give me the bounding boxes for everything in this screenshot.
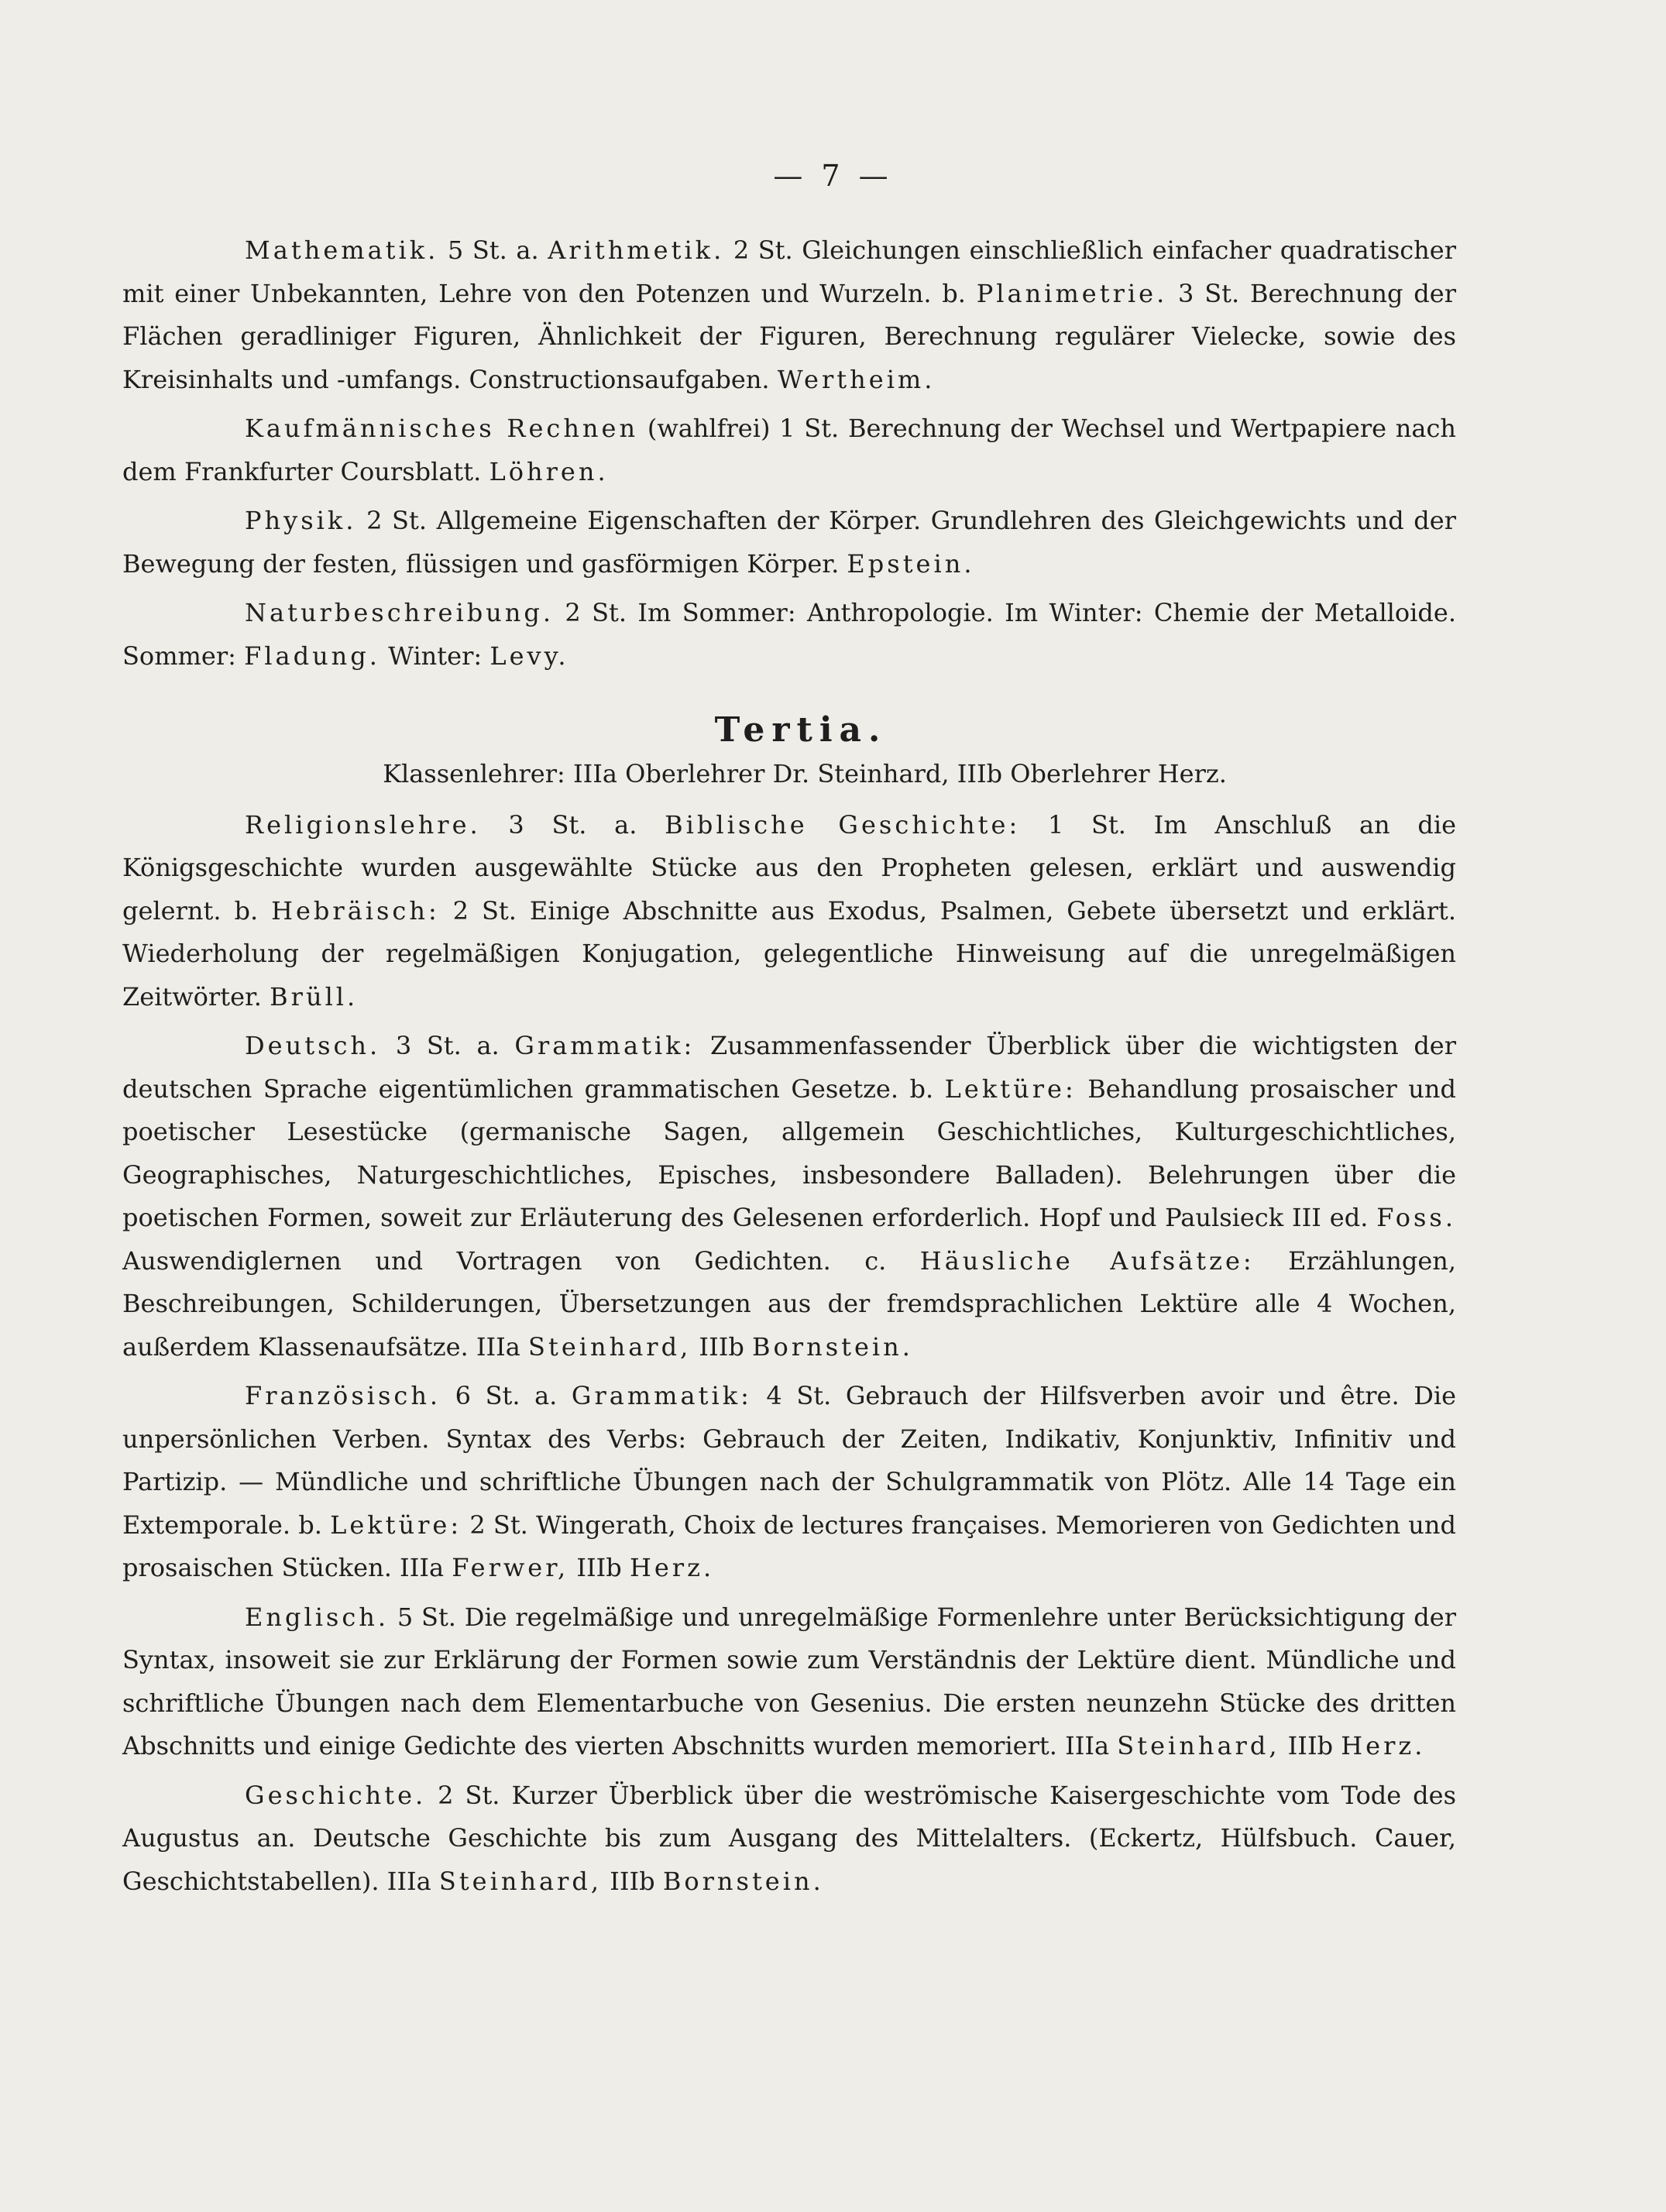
- paragraph-text: 2 St. Im Sommer: Anthropologie. Im Winter: Chemie der Metalloide. Sommer:: [122, 598, 1456, 671]
- paragraph-text: 5 St. a.: [447, 235, 539, 265]
- subsection-heading: Grammatik:: [514, 1031, 696, 1060]
- section-title-tertia: Tertia.: [714, 710, 888, 750]
- subsection-heading: Hebräisch:: [271, 895, 440, 926]
- paragraph-text: 4 St. Gebrauch der Hilfsverben avoir und être. Die unpersönlichen Verben. Syntax des Verbs: Gebrauch der Zeiten, Indikativ, Konjunktiv, Infinitiv und Partizip. — Mündliche und schriftliche Übungen nach der Schulgrammatik von Plötz. Alle 14 Tage ein Extemporale. b.: [122, 1381, 1457, 1540]
- paragraph-physik: [122, 500, 1456, 586]
- subsection-heading: Grammatik:: [571, 1381, 752, 1410]
- paragraph-geschichte: [122, 1774, 1456, 1904]
- subject-heading: Religionslehre.: [245, 809, 481, 840]
- paragraph-mathematik: [122, 229, 1456, 401]
- teacher-name: Herz.: [629, 1553, 715, 1582]
- paragraph-text: Auswendiglernen und Vortragen von Gedichten. c.: [122, 1245, 887, 1276]
- teacher-name: Wertheim.: [777, 364, 936, 394]
- paragraph-deutsch: [122, 1025, 1456, 1369]
- paragraph-text: IIIb: [699, 1331, 744, 1362]
- subsection-heading: Häusliche Aufsätze:: [919, 1245, 1255, 1276]
- teacher-name: Brüll.: [270, 981, 359, 1012]
- paragraph-text: 2 St. Gleichungen einschließlich einfacher quadratischer mit einer Unbekannten, Lehre von den Potenzen und Wurzeln. b.: [122, 235, 1457, 308]
- subsection-heading: Lektüre:: [330, 1510, 462, 1540]
- subject-heading: Geschichte.: [245, 1780, 427, 1810]
- subsection-heading: Arithmetik.: [548, 235, 725, 265]
- paragraph-text: 3 St. a.: [395, 1031, 500, 1060]
- teacher-name: Epstein.: [847, 548, 975, 579]
- paragraph-text: 2 St. Allgemeine Eigenschaften der Körper. Grundlehren des Gleichgewichts und der Bewegung der festen, flüssigen und gasförmigen Körper.: [122, 506, 1457, 579]
- class-teachers: Klassenlehrer: IIIa Oberlehrer Dr. Steinhard, IIIb Oberlehrer Herz.: [383, 759, 1227, 788]
- page-content: [122, 229, 1456, 1909]
- subject-heading: Naturbeschreibung.: [245, 598, 555, 627]
- subject-heading: Physik.: [245, 506, 357, 535]
- subject-heading: Deutsch.: [245, 1031, 381, 1060]
- author-name: Foss.: [1376, 1203, 1457, 1232]
- paragraph-text: Behandlung prosaischer und poetischer Lesestücke (germanische Sagen, allgemein Geschichtliches, Kulturgeschichtliches, Geographisches, Naturgeschichtliches, Episches, insbesondere Balladen). Belehrungen über die poetischen Formen, soweit zur Erläuterung des Gelesenen erforderlich. Hopf und Paulsieck III ed.: [122, 1073, 1457, 1232]
- subsection-heading: Lektüre:: [944, 1073, 1077, 1104]
- teacher-name: Löhren.: [489, 456, 609, 486]
- paragraph-text: IIIb: [610, 1866, 655, 1896]
- paragraph-text: 2 St. Wingerath, Choix de lectures françaises. Memorieren von Gedichten und prosaischen Stücken. IIIa: [122, 1510, 1457, 1582]
- paragraph-text: 3 St. a.: [508, 809, 637, 840]
- paragraph-text: IIIb: [1287, 1731, 1334, 1760]
- paragraph-text: Zusammenfassender Überblick über die wichtigsten der deutschen Sprache eigentümlichen grammatischen Gesetze. b.: [122, 1031, 1457, 1104]
- paragraph-englisch: [122, 1596, 1456, 1768]
- paragraph-text: 6 St. a.: [455, 1381, 558, 1410]
- teacher-name: Steinhard,: [1117, 1731, 1280, 1760]
- teacher-name: Levy.: [489, 641, 569, 671]
- paragraph-text: 2 St. Einige Abschnitte aus Exodus, Psalmen, Gebete übersetzt und erklärt. Wiederholung der regelmäßigen Konjugation, gelegentliche Hinweisung auf die unregelmäßigen Zeitwörter.: [122, 895, 1457, 1012]
- paragraph-text: (wahlfrei) 1 St. Berechnung der Wechsel und Wertpapiere nach dem Frankfurter Coursblatt.: [122, 414, 1457, 486]
- paragraph-text: Winter:: [388, 641, 483, 671]
- paragraph-text: 2 St. Kurzer Überblick über die weströmische Kaisergeschichte vom Tode des Augustus an. Deutsche Geschichte bis zum Ausgang des Mittelalters. (Eckertz, Hülfsbuch. Cauer, Geschichtstabellen). IIIa: [122, 1780, 1456, 1896]
- subject-heading: Kaufmännisches Rechnen: [245, 414, 639, 443]
- subject-heading: Französisch.: [245, 1381, 441, 1410]
- paragraph-text: Erzählungen, Beschreibungen, Schilderungen, Übersetzungen aus der fremdsprachlichen Lektüre alle 4 Wochen, außerdem Klassenaufsätze. IIIa: [122, 1245, 1457, 1362]
- paragraph-text: IIIb: [576, 1553, 622, 1582]
- teacher-name: Fladung.: [244, 641, 380, 671]
- subsection-heading: Biblische Geschichte:: [665, 809, 1021, 840]
- teacher-name: Steinhard,: [528, 1331, 692, 1362]
- paragraph-naturbeschreibung: [122, 592, 1456, 678]
- teacher-name: Bornstein.: [752, 1331, 913, 1362]
- teacher-name: Ferwer,: [452, 1553, 569, 1582]
- paragraph-franzoesisch: [122, 1375, 1456, 1590]
- subsection-heading: Planimetrie.: [976, 278, 1168, 308]
- paragraph-kaufmaennisches-rechnen: [122, 407, 1456, 493]
- paragraph-text: 5 St. Die regelmäßige und unregelmäßige Formenlehre unter Berücksichtigung der Syntax, insoweit sie zur Erklärung der Formen sowie zum Verständnis der Lektüre dient. Mündliche und schriftliche Übungen nach dem Elementarbuche von Gesenius. Die ersten neunzehn Stücke des dritten Abschnitts und einige Gedichte des vierten Abschnitts wurden memoriert. IIIa: [122, 1602, 1457, 1760]
- page-number: — 7 —: [773, 159, 893, 193]
- teacher-name: Bornstein.: [662, 1866, 824, 1896]
- paragraph-text: 3 St. Berechnung der Flächen geradliniger Figuren, Ähnlichkeit der Figuren, Berechnung regulärer Vielecke, sowie des Kreisinhalts und -umfangs. Constructionsaufgaben.: [122, 278, 1457, 394]
- subject-heading: Mathematik.: [245, 235, 439, 265]
- paragraph-text: 1 St. Im Anschluß an die Königsgeschichte wurden ausgewählte Stücke aus den Propheten gelesen, erklärt und auswendig gelernt. b.: [122, 809, 1457, 926]
- paragraph-religionslehre: [122, 804, 1456, 1019]
- teacher-name: Steinhard,: [438, 1866, 603, 1896]
- subject-heading: Englisch.: [245, 1602, 390, 1632]
- teacher-name: Herz.: [1341, 1731, 1426, 1760]
